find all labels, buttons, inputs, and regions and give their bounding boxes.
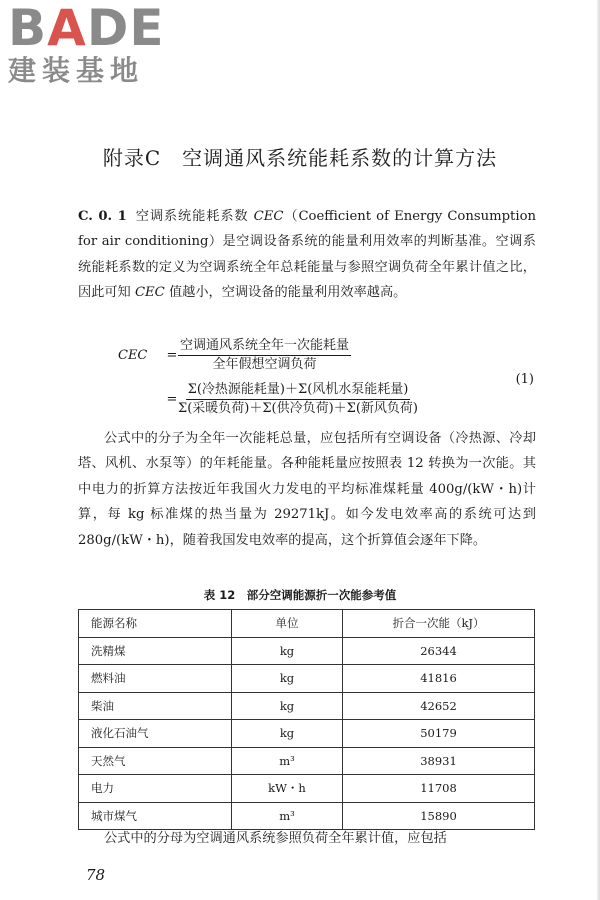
formula-lhs: CEC xyxy=(118,347,148,363)
equation-number: (1) xyxy=(515,372,534,387)
header-energy-name: 能源名称 xyxy=(79,610,232,638)
bade-logo xyxy=(8,2,165,88)
table-row: 柴油 kg 42652 xyxy=(79,692,535,720)
formula-fraction-1: $\frac{\text{空调通风系统全年一次能耗量}}{\text{全年假想空调负荷}}$ xyxy=(180,337,350,372)
table-row: 燃料油 kg 41816 xyxy=(79,665,535,693)
numerator-paragraph: 公式中的分子为全年一次能耗总量，应包括所有空调设备（冷热源、冷却塔、风机、水泵等）的年耗能量。各种能耗量应按照表 12 转换为一次能。其中电力的折算方法按近年我国火力发电的平均标准煤耗量 400g/(kW・h)计算，每 kg 标准煤的热当量为 29271kJ。如今发电效率高的系统可达到 280g/(kW・h)，随着我国发电效率的提高，这个折算值会逐年下降。 xyxy=(78,431,536,548)
table-row: 电力 kW・h 11708 xyxy=(79,775,535,803)
header-unit: 单位 xyxy=(232,610,343,638)
table-row: 城市煤气 m³ 15890 xyxy=(79,802,535,830)
table-caption: 表 12 部分空调能源折一次能参考值 xyxy=(203,588,397,602)
section-c01-paragraph: C. 0. 1 空调系统能耗系数 CEC（Coefficient of Energy Consumption for air conditioning）是空调设备系统的能量利用效率的判断基准。空调系统能耗系数的定义为空调系统全年总耗能量与参照空调负荷全年累计值之比，因此可知 CEC 值越小，空调设备的能量利用效率越高。 xyxy=(78,209,536,301)
header-primary-energy: 折合一次能（kJ） xyxy=(343,610,535,638)
table-row: 天然气 m³ 38931 xyxy=(79,747,535,775)
table-row: 洗精煤 kg 26344 xyxy=(79,637,535,665)
appendix-title: 附录C 空调通风系统能耗系数的计算方法 xyxy=(102,146,498,170)
logo-brand: BADE xyxy=(8,0,165,57)
denominator-paragraph: 公式中的分母为空调通风系统参照负荷全年累计值，应包括 xyxy=(104,831,447,846)
page-number: 78 xyxy=(86,866,106,884)
energy-conversion-table xyxy=(78,609,535,830)
logo-brand-cn: 建装基地 xyxy=(8,54,145,87)
cec-formula: CEC = $\frac{\text{空调通风系统全年一次能耗量}}{\text{全年假想空调负荷}}$ = $\frac{\text{Σ(冷热源能耗量)＋Σ(风机水泵能耗量)}}{\text{Σ(采暖负荷)＋Σ(供冷负荷)＋Σ(新风负荷)}}$ (1) xyxy=(118,337,534,416)
table-row: 液化石油气 kg 50179 xyxy=(79,720,535,748)
table-header-row xyxy=(79,610,535,638)
formula-fraction-2: $\frac{\text{Σ(冷热源能耗量)＋Σ(风机水泵能耗量)}}{\text{Σ(采暖负荷)＋Σ(供冷负荷)＋Σ(新风负荷)}}$ xyxy=(178,381,419,416)
section-number: C. 0. 1 xyxy=(78,209,127,224)
